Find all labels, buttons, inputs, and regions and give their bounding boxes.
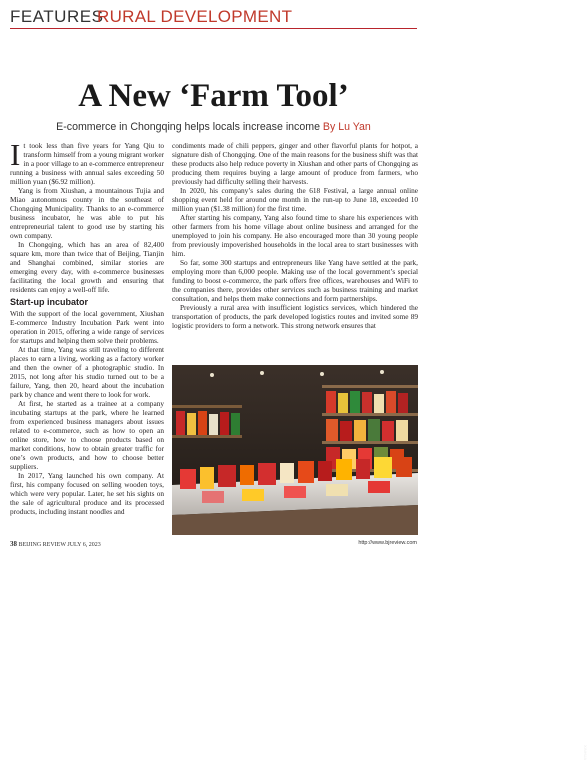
paragraph: So far, some 300 startups and entrepreneurs like Yang have settled at the park, employing more than 6,000 people. Making use of the local government’s special funding to boost e-commerce, the park offers free offices, warehouses and WiFi to the companies there, provides other services such as business training and market consultation, and helps them make connections and form partnerships. bbox=[172, 258, 418, 303]
paragraph: With the support of the local government, Xiushan E-commerce Industry Incubation Park went into operation in 2015, offering a wide range of services for startups and helping them solve their problems. bbox=[10, 309, 164, 345]
paragraph-text: t took less than five years for Yang Qiu to transform himself from a young migrant worker in a poor village to an e-commerce entrepreneur running a business with annual sales exceeding 50 million yuan ($6.92 million). bbox=[10, 141, 164, 186]
paragraph: At that time, Yang was still traveling to different places to earn a living, working as a factory worker and then the owner of a photographic studio. In 2015, not long after his studio turned out to be a failure, Yang, then 20, heard about the incubation park by chance and went there to look for work. bbox=[10, 345, 164, 399]
paragraph: At first, he started as a trainee at a company incubating startups at the park, where he learned from experienced business managers about issues related to e-commerce, such as how to open an online store, how to choose products based on market conditions, how to obtain greater traffic for one’s own products, and how to choose better suppliers. bbox=[10, 399, 164, 471]
byline: By Lu Yan bbox=[322, 121, 371, 133]
paragraph: In Chongqing, which has an area of 82,400 square km, more than twice that of Beijing, Tianjin and Shanghai combined, similar stories are emerging every day, with e-commerce businesses facilitating the local growth and ensuring that residents can enjoy a well-off life. bbox=[10, 240, 164, 294]
paragraph: Previously a rural area with insufficient logistics services, which hindered the transportation of products, the park developed logistics routes and invited some 89 logistic providers to form a network. This strong network ensures that bbox=[172, 303, 418, 330]
section-topic: RURAL DEVELOPMENT bbox=[97, 7, 293, 26]
page-number: 38 bbox=[10, 540, 17, 548]
section-header bbox=[10, 6, 417, 29]
article-column-left bbox=[10, 137, 164, 516]
photo-illustration bbox=[172, 365, 418, 535]
paragraph: After starting his company, Yang also found time to share his experiences with other farmers from his home village about online business and arranged for the unemployed to join his company. He also encouraged more than 30 young people from previously impoverished households in the local area to start businesses with him. bbox=[172, 213, 418, 258]
footer-url[interactable]: http://www.bjreview.com bbox=[358, 540, 417, 546]
paragraph: Yang is from Xiushan, a mountainous Tujia and Miao autonomous county in the southeast of Chongqing Municipality. Thanks to an e-commerce business incubator, he was able to put his entrepreneurial talent to good use by starting his own company. bbox=[10, 186, 164, 240]
photo-credit: XINHUA bbox=[583, 745, 588, 760]
subhead-text: E-commerce in Chongqing helps locals increase income bbox=[56, 121, 320, 133]
section-subheading: Start-up incubator bbox=[10, 297, 88, 307]
subhead bbox=[0, 121, 427, 133]
paragraph: In 2020, his company’s sales during the 618 Festival, a large annual online shopping event held for around one month in the run-up to June 18, exceeded 10 million yuan ($1.38 million) for the first time. bbox=[172, 186, 418, 213]
paragraph: condiments made of chili peppers, ginger and other flavorful plants for hotpot, a signature dish of Chongqing. One of the main reasons for the business shift was that these products also help reduce poverty in Xiushan and other parts of Chongqing as producing them requires buying a large amount of produce from farmers, who previously had difficulty selling their harvests. bbox=[172, 141, 418, 186]
headline: A New ‘Farm Tool’ bbox=[78, 78, 349, 114]
paragraph bbox=[10, 137, 164, 186]
paragraph: In 2017, Yang launched his own company. At first, his company focused on selling wooden toys, which were very popular. Later, he set his sights on the sale of agricultural produce and its processed products, including instant noodles and bbox=[10, 471, 164, 516]
footer-left bbox=[10, 540, 101, 548]
article-column-right bbox=[172, 141, 418, 330]
issue-label: BEIJING REVIEW JULY 6, 2023 bbox=[18, 542, 101, 548]
section-label: FEATURES bbox=[10, 7, 104, 26]
drop-cap: I bbox=[10, 137, 21, 172]
